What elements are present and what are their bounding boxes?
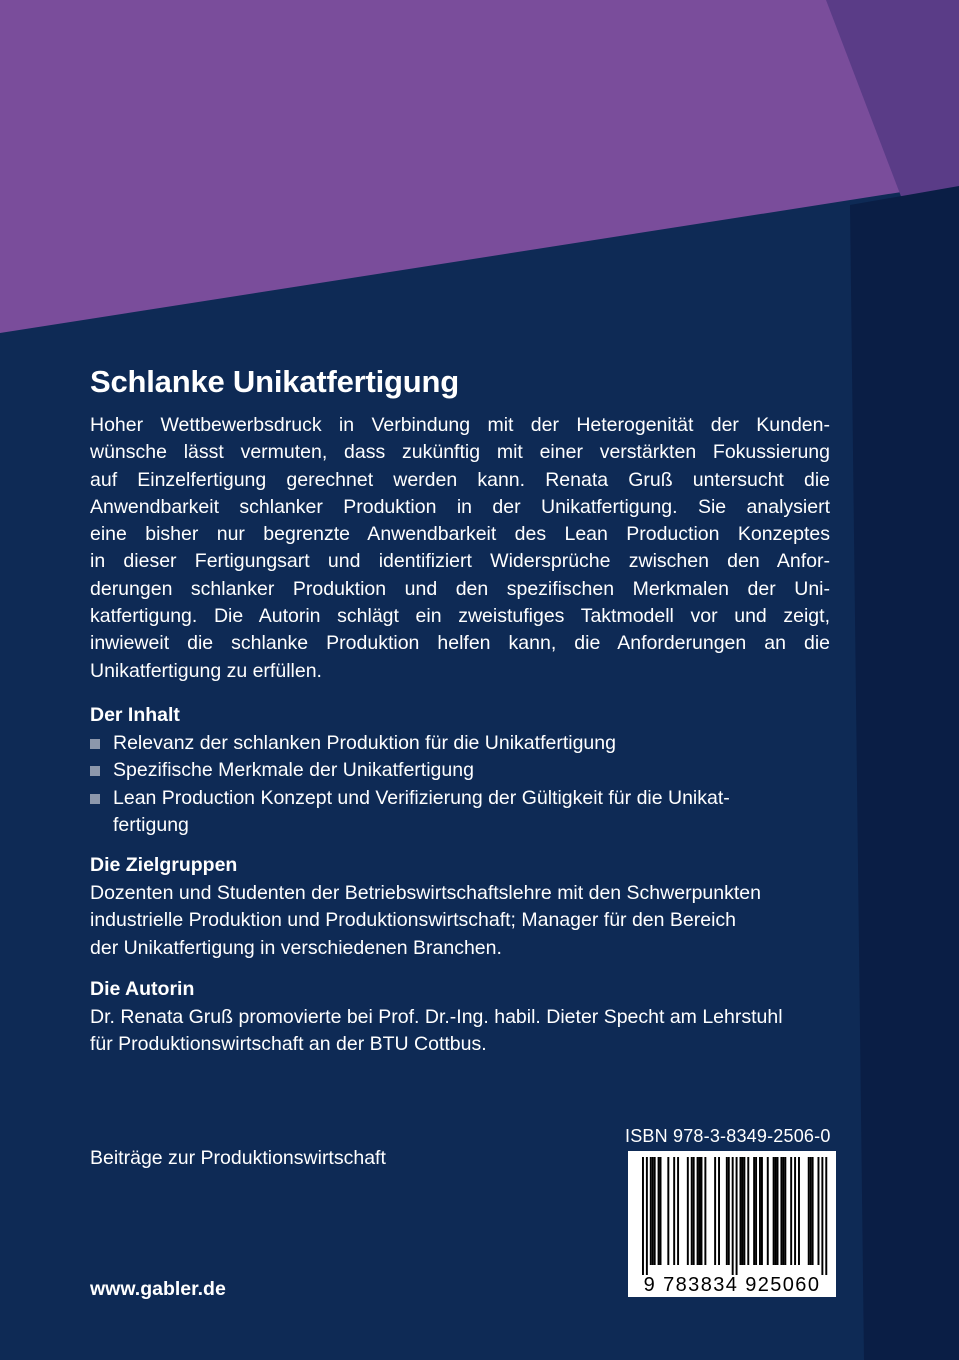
barcode-bar [773, 1157, 775, 1265]
barcode-bar [667, 1157, 669, 1265]
audience-heading: Die Zielgruppen [90, 854, 238, 876]
list-item-text: Relevanz der schlanken Produktion für die Unikatfertigung [113, 732, 616, 754]
list-item [90, 757, 830, 784]
author-line: für Produktionswirtschaft an der BTU Cottbus. [90, 1033, 487, 1056]
intro-line: Hoher Wettbewerbsdruck in Verbindung mit der Heterogenität der Kunden- [90, 414, 830, 436]
barcode-bar [794, 1157, 796, 1265]
barcode-bar [784, 1157, 786, 1265]
list-item [90, 785, 830, 840]
publisher-website: www.gabler.de [90, 1278, 226, 1300]
bullet-square-icon [90, 739, 100, 749]
barcode-bar [818, 1157, 820, 1265]
barcode-bar [782, 1157, 784, 1265]
barcode-bar [732, 1157, 734, 1275]
barcode-bar [697, 1157, 699, 1265]
barcode-bar [642, 1157, 644, 1275]
barcode-bar [652, 1157, 654, 1265]
intro-line: eine bisher nur begrenzte Anwendbarkeit des Lean Production Konzeptes [90, 523, 830, 546]
intro-line: wünsche lässt vermuten, dass zukünftig mit einer verstärkten Fokussierung [90, 441, 830, 464]
audience-line: Dozenten und Studenten der Betriebswirtschaftslehre mit den Schwerpunkten [90, 882, 761, 904]
isbn-label: ISBN 978-3-8349-2506-0 [625, 1126, 831, 1146]
intro-line: katfertigung. Die Autorin schlägt ein zweistufiges Taktmodell vor und zeigt, [90, 605, 830, 628]
barcode-bars [628, 1151, 836, 1275]
list-item [90, 730, 830, 757]
series-name: Beiträge zur Produktionswirtschaft [90, 1147, 386, 1169]
author-heading: Die Autorin [90, 978, 195, 1000]
barcode-bar [658, 1157, 660, 1265]
list-item-text: Spezifische Merkmale der Unikatfertigung [113, 759, 474, 782]
barcode-bar [812, 1157, 814, 1265]
barcode-bar [761, 1157, 763, 1265]
barcode-bar [777, 1157, 779, 1265]
barcode-bar [780, 1157, 782, 1265]
contents-list [90, 730, 830, 839]
barcode-bar [759, 1157, 761, 1265]
barcode-bar [728, 1157, 730, 1265]
intro-paragraph [90, 412, 830, 685]
barcode-bar [775, 1157, 777, 1265]
barcode-bar [790, 1157, 792, 1265]
barcode-bar [677, 1157, 679, 1265]
barcode-bar [825, 1157, 827, 1275]
barcode-bar [701, 1157, 703, 1265]
audience-line: industrielle Produktion und Produktionswirtschaft; Manager für den Bereich [90, 909, 737, 932]
audience-line: der Unikatfertigung in verschiedenen Branchen. [90, 936, 502, 959]
bullet-square-icon [90, 794, 100, 804]
contents-heading: Der Inhalt [90, 704, 180, 726]
barcode-bar [650, 1157, 652, 1265]
barcode-bar [704, 1157, 706, 1265]
barcode-bar [726, 1157, 728, 1265]
barcode-bar [693, 1157, 695, 1265]
isbn-barcode [628, 1151, 836, 1297]
author-text [90, 1004, 830, 1059]
barcode-bar [810, 1157, 812, 1265]
book-title: Schlanke Unikatfertigung [90, 364, 459, 399]
barcode-bar [755, 1157, 757, 1265]
intro-line: auf Einzelfertigung gerechnet werden kann. Renata Gruß untersucht die [90, 468, 830, 491]
barcode-bar [714, 1157, 716, 1265]
barcode-bar [736, 1157, 738, 1275]
list-item-text: Lean Production Konzept und Verifizierung der Gültigkeit für die Unikat- [113, 786, 730, 809]
barcode-bar [699, 1157, 701, 1265]
intro-line: inwieweit die schlanke Produktion helfen kann, die Anforderungen an die [90, 632, 830, 655]
barcode-bar [654, 1157, 656, 1265]
barcode-bar [808, 1157, 810, 1265]
barcode-bar [687, 1157, 689, 1265]
barcode-bar [646, 1157, 648, 1275]
barcode-bar [767, 1157, 769, 1265]
barcode-bar [743, 1157, 745, 1265]
barcode-bar [740, 1157, 742, 1265]
intro-line: derungen schlanker Produktion und den spezifischen Merkmalen der Uni- [90, 577, 830, 600]
barcode-bar [673, 1157, 675, 1265]
barcode-bar [821, 1157, 823, 1275]
intro-line: Anwendbarkeit schlanker Produktion in der Unikatfertigung. Sie analysiert [90, 495, 830, 518]
barcode-bar [741, 1157, 743, 1265]
barcode-bar [660, 1157, 662, 1265]
barcode-bar [718, 1157, 720, 1265]
barcode-bar [753, 1157, 755, 1265]
audience-text [90, 880, 830, 962]
intro-line: in dieser Fertigungsart und identifiziert Widersprüche zwischen den Anfor- [90, 550, 830, 573]
barcode-bar [747, 1157, 749, 1265]
dark-corner-shape [850, 186, 959, 1360]
barcode-bar [691, 1157, 693, 1265]
barcode-bar [798, 1157, 800, 1265]
bullet-square-icon [90, 766, 100, 776]
list-item-text: fertigung [113, 813, 189, 836]
barcode-digits: 9 783834 925060 [643, 1274, 821, 1296]
author-line: Dr. Renata Gruß promovierte bei Prof. Dr.-Ing. habil. Dieter Specht am Lehrstuhl [90, 1006, 783, 1028]
intro-line: Unikatfertigung zu erfüllen. [90, 659, 322, 682]
